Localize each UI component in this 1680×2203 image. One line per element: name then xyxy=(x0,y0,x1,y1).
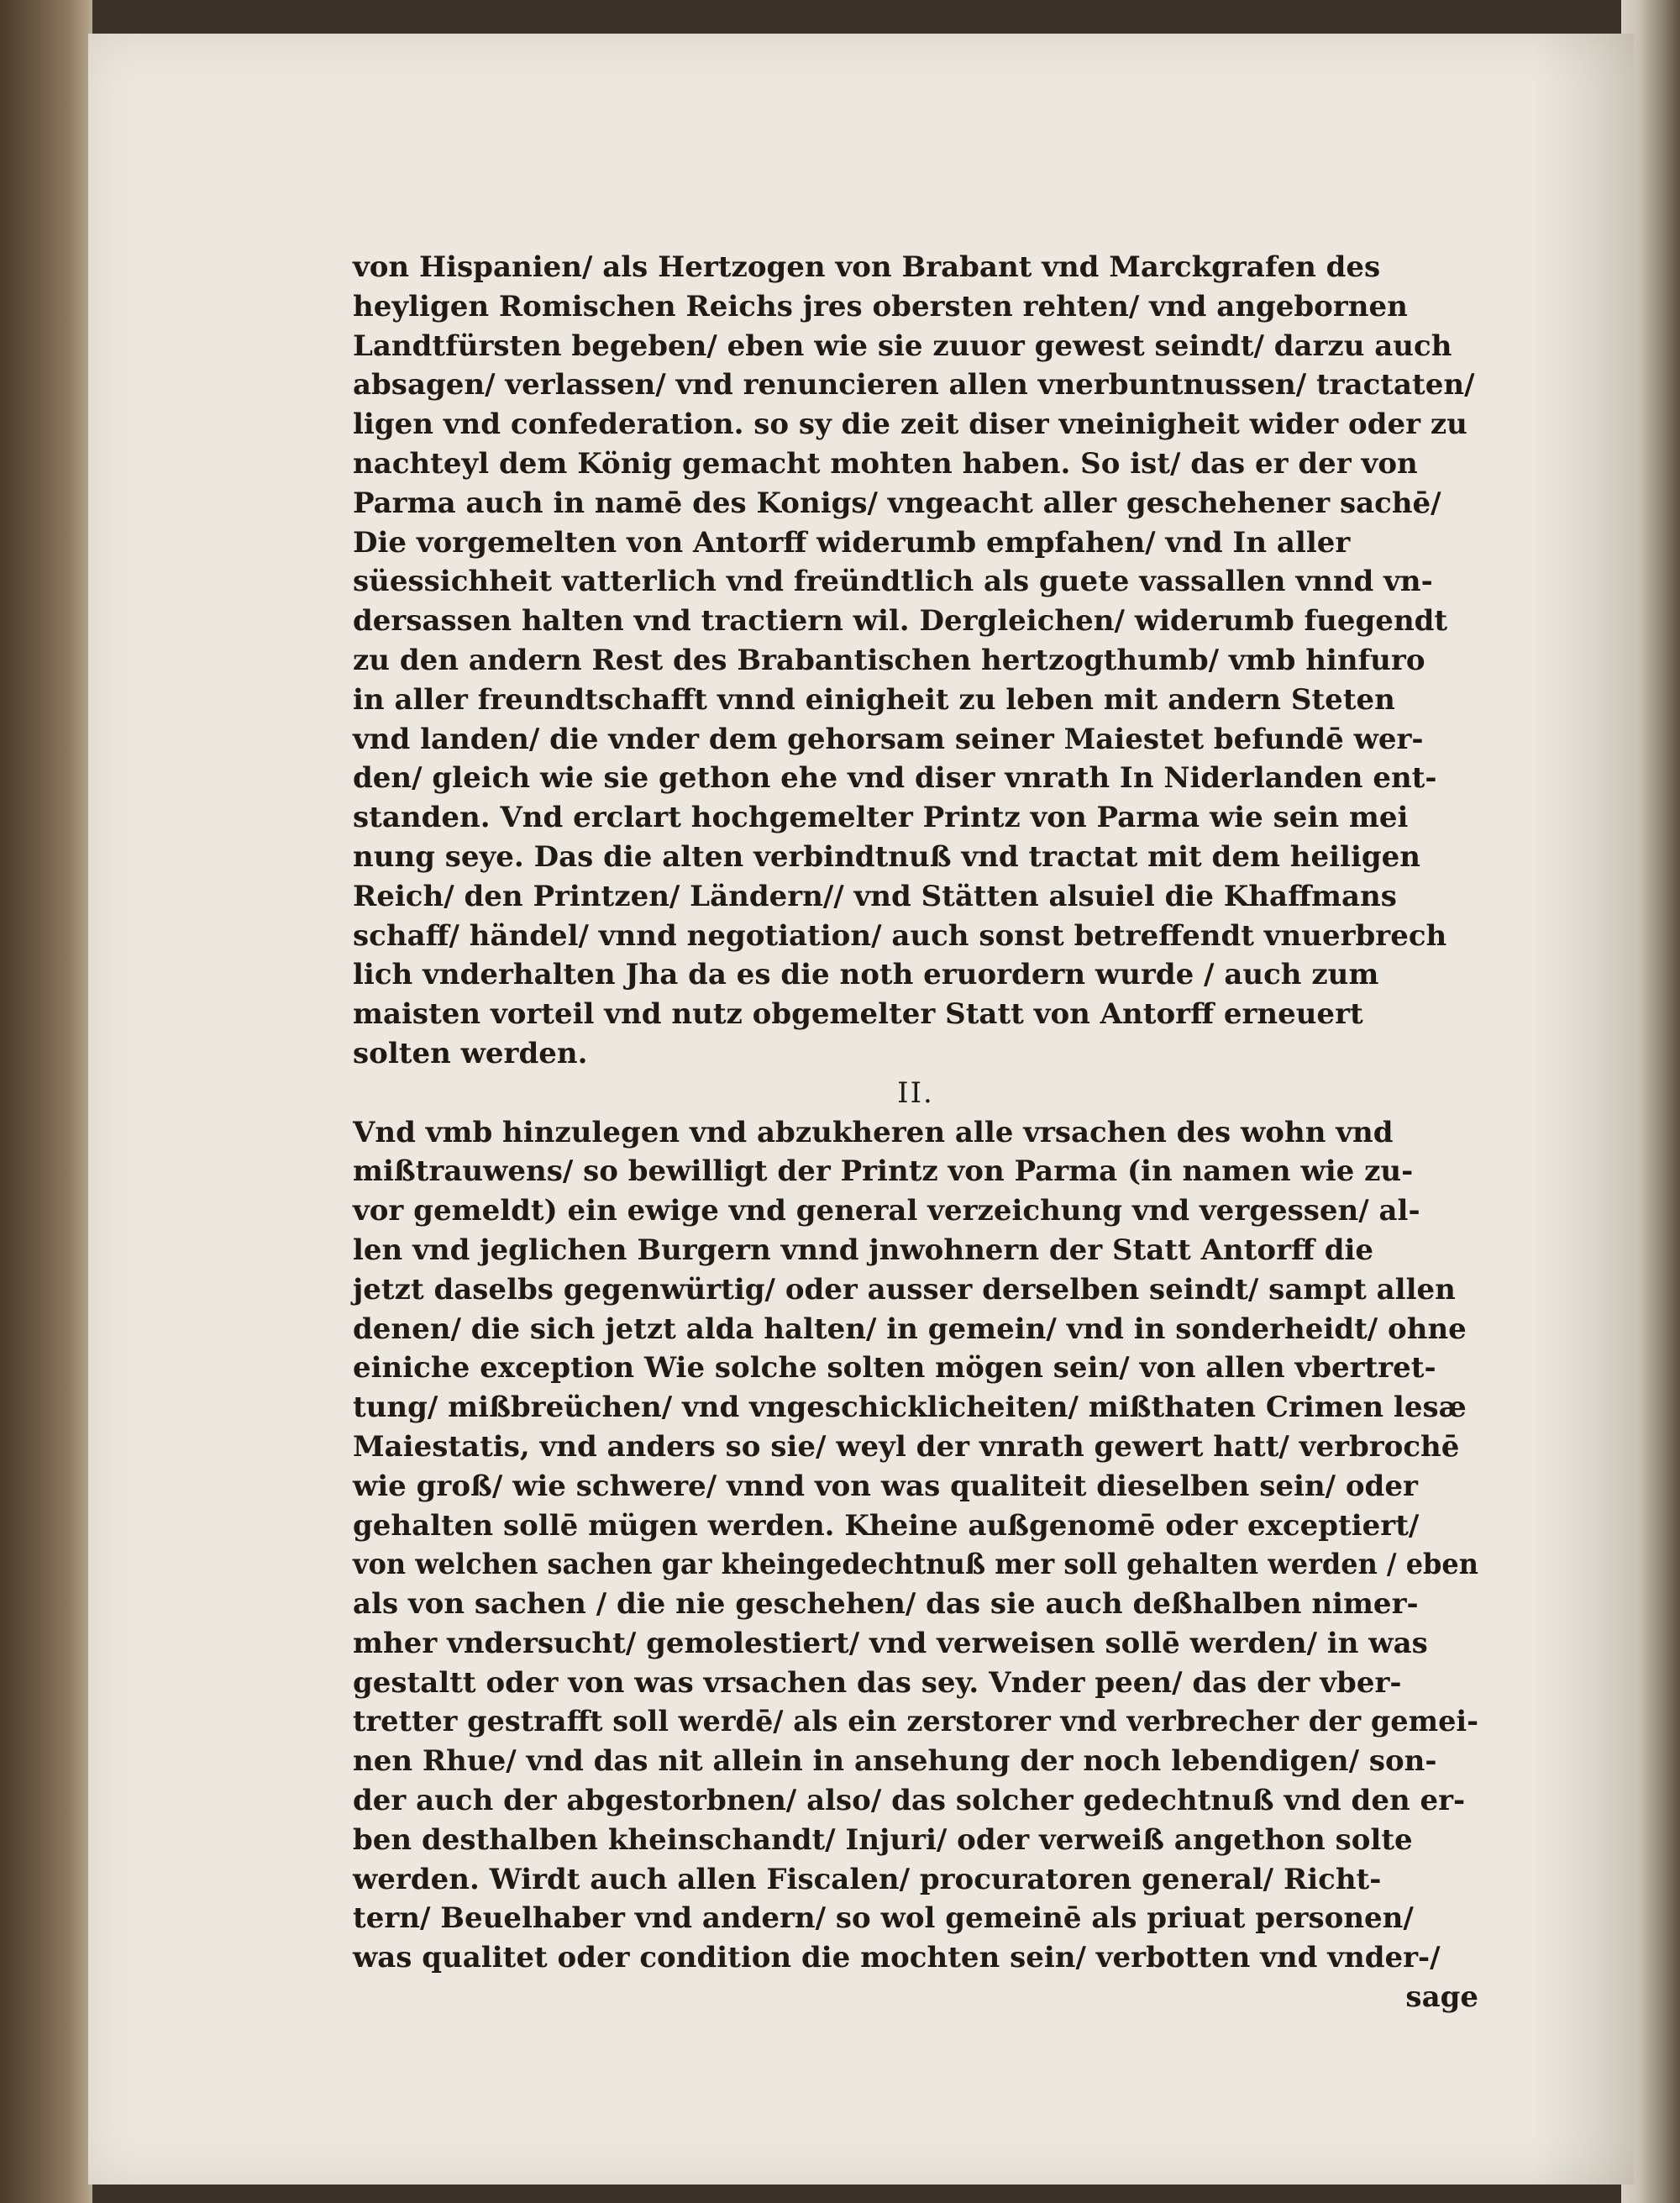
text-line: wie groß/ wie schwere/ vnnd von was qualiteit dieselben sein/ oder xyxy=(353,1469,1418,1503)
text-line: tung/ mißbreüchen/ vnd vngeschicklicheiten/ mißthaten Crimen lesæ xyxy=(353,1391,1467,1425)
text-line: süessichheit vatterlich vnd freündtlich als guete vassallen vnnd vn- xyxy=(353,565,1433,599)
text-line: gestaltt oder von was vrsachen das sey. Vnder peen/ das der vber- xyxy=(353,1665,1402,1700)
text-line: mher vndersucht/ gemolestiert/ vnd verweisen sollē werden/ in was xyxy=(353,1626,1428,1660)
catchword: sage xyxy=(1405,1980,1478,2015)
text-line: nung seye. Das die alten verbindtnuß vnd tractat mit dem heiligen xyxy=(353,839,1420,874)
text-line: der auch der abgestorbnen/ also/ das solcher gedechtnuß vnd den er- xyxy=(353,1784,1466,1818)
text-line: tretter gestrafft soll werdē/ als ein zerstorer vnd verbrecher der gemei- xyxy=(353,1705,1479,1739)
text-line: als von sachen / die nie geschehen/ das sie auch deßhalben nimer- xyxy=(353,1587,1419,1622)
text-line: denen/ die sich jetzt alda halten/ in gemein/ vnd in sonderheidt/ ohne xyxy=(353,1312,1467,1346)
text-line: werden. Wirdt auch allen Fiscalen/ procuratoren general/ Richt- xyxy=(353,1862,1382,1896)
text-line: gehalten sollē mügen werden. Kheine außgenomē oder exceptiert/ xyxy=(353,1508,1420,1543)
text-line: ligen vnd confederation. so sy die zeit diser vneinigheit wider oder zu xyxy=(353,407,1467,442)
text-line: tern/ Beuelhaber vnd andern/ so wol gemeinē als priuat personen/ xyxy=(353,1901,1414,1936)
text-line: len vnd jeglichen Burgern vnnd jnwohnern der Statt Antorff die xyxy=(353,1233,1374,1267)
text-line: vnd landen/ die vnder dem gehorsam seiner Maiestet befundē wer- xyxy=(353,722,1424,756)
text-line: Die vorgemelten von Antorff widerumb empfahen/ vnd In aller xyxy=(353,525,1351,560)
text-line: nachteyl dem König gemacht mohten haben. So ist/ das er der von xyxy=(353,446,1418,481)
text-line: zu den andern Rest des Brabantischen hertzogthumb/ vmb hinfuro xyxy=(353,643,1425,677)
text-line: vor gemeldt) ein ewige vnd general verzeichung vnd vergessen/ al- xyxy=(353,1194,1420,1228)
text-line: von Hispanien/ als Hertzogen von Brabant vnd Marckgrafen des xyxy=(353,250,1381,284)
text-line: standen. Vnd erclart hochgemelter Printz von Parma wie sein mei xyxy=(353,801,1409,835)
text-line: von welchen sachen gar kheingedechtnuß mer soll gehalten werden / eben xyxy=(353,1548,1478,1582)
text-line: den/ gleich wie sie gethon ehe vnd diser vnrath In Niderlanden ent- xyxy=(353,761,1437,796)
text-line: einiche exception Wie solche solten mögen sein/ von allen vbertret- xyxy=(353,1351,1436,1385)
text-line: was qualitet oder condition die mochten sein/ verbotten vnd vnder-/ xyxy=(353,1941,1441,1975)
text-part-1 xyxy=(353,248,1478,1074)
text-line: in aller freundtschafft vnnd einigheit zu leben mit andern Steten xyxy=(353,682,1395,717)
text-line: lich vnderhalten Jha da es die noth eruordern wurde / auch zum xyxy=(353,958,1379,992)
text-line: absagen/ verlassen/ vnd renuncieren allen vnerbuntnussen/ tractaten/ xyxy=(353,368,1475,402)
section-number: II. xyxy=(897,1075,934,1110)
text-line: Parma auch in namē des Konigs/ vngeacht aller geschehener sachē/ xyxy=(353,486,1441,520)
text-line: Vnd vmb hinzulegen vnd abzukheren alle vrsachen des wohn vnd xyxy=(353,1115,1394,1149)
text-line: jetzt daselbs gegenwürtig/ oder ausser derselben seindt/ sampt allen xyxy=(353,1272,1456,1307)
text-line: Maiestatis, vnd anders so sie/ weyl der vnrath gewert hatt/ verbrochē xyxy=(353,1429,1460,1464)
text-line: dersassen halten vnd tractiern wil. Dergleichen/ widerumb fuegendt xyxy=(353,604,1448,639)
text-line: mißtrauwens/ so bewilligt der Printz von Parma (in namen wie zu- xyxy=(353,1154,1414,1189)
text-line: nen Rhue/ vnd das nit allein in ansehung der noch lebendigen/ son- xyxy=(353,1744,1437,1779)
text-line: schaff/ händel/ vnnd negotiation/ auch sonst betreffendt vnuerbrech xyxy=(353,918,1447,953)
page-text-block xyxy=(353,248,1478,2017)
text-line: maisten vorteil vnd nutz obgemelter Statt von Antorff erneuert xyxy=(353,997,1363,1032)
text-line: heyligen Romischen Reichs jres obersten rehten/ vnd angebornen xyxy=(353,289,1408,323)
text-line: Reich/ den Printzen/ Ländern// vnd Stätten alsuiel die Khaffmans xyxy=(353,879,1397,913)
text-line: Landtfürsten begeben/ eben wie sie zuuor gewest seindt/ darzu auch xyxy=(353,329,1452,363)
text-part-2 xyxy=(353,1113,1478,1979)
book-binding-left-edge xyxy=(0,0,92,2203)
text-line: ben desthalben kheinschandt/ Injuri/ oder verweiß angethon solte xyxy=(353,1822,1413,1857)
text-line: solten werden. xyxy=(353,1036,588,1070)
page-gutter-shadow xyxy=(1533,34,1634,2185)
